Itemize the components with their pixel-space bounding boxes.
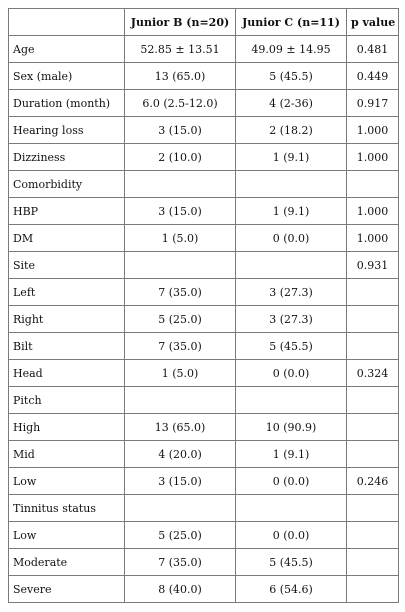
junior-c-cell: 0 (0.0) bbox=[236, 522, 347, 549]
junior-c-cell: 5 (45.5) bbox=[236, 333, 347, 360]
header-cell-blank bbox=[9, 9, 125, 36]
row-label-cell: DM bbox=[9, 225, 125, 252]
junior-c-cell: 1 (9.1) bbox=[236, 198, 347, 225]
p-value-cell bbox=[347, 306, 399, 333]
p-value-cell: 0.917 bbox=[347, 90, 399, 117]
p-value-cell: 0.324 bbox=[347, 360, 399, 387]
row-label-cell: Comorbidity bbox=[9, 171, 125, 198]
row-label-cell: Site bbox=[9, 252, 125, 279]
junior-b-cell: 6.0 (2.5-12.0) bbox=[125, 90, 236, 117]
junior-c-cell: 3 (27.3) bbox=[236, 306, 347, 333]
row-label-cell: HBP bbox=[9, 198, 125, 225]
table-row bbox=[9, 333, 399, 360]
junior-b-cell: 13 (65.0) bbox=[125, 63, 236, 90]
junior-b-cell: 1 (5.0) bbox=[125, 360, 236, 387]
row-label-cell: Sex (male) bbox=[9, 63, 125, 90]
row-label-cell: Tinnitus status bbox=[9, 495, 125, 522]
junior-b-cell bbox=[125, 252, 236, 279]
p-value-cell bbox=[347, 414, 399, 441]
row-label-cell: Dizziness bbox=[9, 144, 125, 171]
table-row bbox=[9, 36, 399, 63]
table-row bbox=[9, 414, 399, 441]
junior-c-cell: 5 (45.5) bbox=[236, 549, 347, 576]
row-label-cell: High bbox=[9, 414, 125, 441]
p-value-cell bbox=[347, 387, 399, 414]
table-row bbox=[9, 387, 399, 414]
table-row bbox=[9, 441, 399, 468]
table-row bbox=[9, 225, 399, 252]
junior-c-cell bbox=[236, 495, 347, 522]
junior-b-cell bbox=[125, 387, 236, 414]
row-label-cell: Right bbox=[9, 306, 125, 333]
junior-b-cell: 13 (65.0) bbox=[125, 414, 236, 441]
row-label-cell: Hearing loss bbox=[9, 117, 125, 144]
comparison-table bbox=[8, 8, 399, 603]
table-row bbox=[9, 279, 399, 306]
row-label-cell: Low bbox=[9, 468, 125, 495]
table-row bbox=[9, 468, 399, 495]
p-value-cell: 1.000 bbox=[347, 144, 399, 171]
table-row bbox=[9, 522, 399, 549]
junior-b-cell: 52.85 ± 13.51 bbox=[125, 36, 236, 63]
table-row bbox=[9, 252, 399, 279]
p-value-cell bbox=[347, 522, 399, 549]
junior-c-cell: 2 (18.2) bbox=[236, 117, 347, 144]
junior-b-cell: 2 (10.0) bbox=[125, 144, 236, 171]
junior-c-cell: 3 (27.3) bbox=[236, 279, 347, 306]
table-row bbox=[9, 495, 399, 522]
junior-c-cell: 1 (9.1) bbox=[236, 144, 347, 171]
table-row bbox=[9, 360, 399, 387]
junior-b-cell: 7 (35.0) bbox=[125, 279, 236, 306]
junior-c-cell: 5 (45.5) bbox=[236, 63, 347, 90]
table-row bbox=[9, 306, 399, 333]
junior-b-cell bbox=[125, 495, 236, 522]
junior-b-cell: 5 (25.0) bbox=[125, 522, 236, 549]
table-row bbox=[9, 90, 399, 117]
junior-c-cell: 0 (0.0) bbox=[236, 225, 347, 252]
junior-b-cell bbox=[125, 171, 236, 198]
junior-b-cell: 7 (35.0) bbox=[125, 333, 236, 360]
header-cell-junior-b: Junior B (n=20) bbox=[125, 9, 236, 36]
p-value-cell: 0.931 bbox=[347, 252, 399, 279]
junior-c-cell: 1 (9.1) bbox=[236, 441, 347, 468]
p-value-cell: 0.246 bbox=[347, 468, 399, 495]
junior-b-cell: 8 (40.0) bbox=[125, 576, 236, 603]
table-body bbox=[9, 36, 399, 603]
row-label-cell: Duration (month) bbox=[9, 90, 125, 117]
table-row bbox=[9, 144, 399, 171]
junior-b-cell: 5 (25.0) bbox=[125, 306, 236, 333]
row-label-cell: Bilt bbox=[9, 333, 125, 360]
row-label-cell: Mid bbox=[9, 441, 125, 468]
p-value-cell bbox=[347, 171, 399, 198]
row-label-cell: Pitch bbox=[9, 387, 125, 414]
table-row bbox=[9, 549, 399, 576]
table-row bbox=[9, 117, 399, 144]
p-value-cell bbox=[347, 333, 399, 360]
p-value-cell bbox=[347, 279, 399, 306]
junior-b-cell: 7 (35.0) bbox=[125, 549, 236, 576]
p-value-cell: 0.449 bbox=[347, 63, 399, 90]
row-label-cell: Moderate bbox=[9, 549, 125, 576]
row-label-cell: Left bbox=[9, 279, 125, 306]
junior-c-cell: 4 (2-36) bbox=[236, 90, 347, 117]
table-row bbox=[9, 171, 399, 198]
junior-c-cell: 49.09 ± 14.95 bbox=[236, 36, 347, 63]
junior-c-cell: 6 (54.6) bbox=[236, 576, 347, 603]
p-value-cell: 0.481 bbox=[347, 36, 399, 63]
junior-b-cell: 3 (15.0) bbox=[125, 468, 236, 495]
p-value-cell: 1.000 bbox=[347, 225, 399, 252]
junior-c-cell bbox=[236, 387, 347, 414]
p-value-cell bbox=[347, 549, 399, 576]
junior-b-cell: 3 (15.0) bbox=[125, 198, 236, 225]
header-cell-p-value: p value bbox=[347, 9, 399, 36]
p-value-cell: 1.000 bbox=[347, 198, 399, 225]
p-value-cell: 1.000 bbox=[347, 117, 399, 144]
junior-b-cell: 4 (20.0) bbox=[125, 441, 236, 468]
table-header-row bbox=[9, 9, 399, 36]
table-row bbox=[9, 198, 399, 225]
row-label-cell: Head bbox=[9, 360, 125, 387]
junior-c-cell: 0 (0.0) bbox=[236, 468, 347, 495]
row-label-cell: Severe bbox=[9, 576, 125, 603]
junior-c-cell bbox=[236, 171, 347, 198]
row-label-cell: Low bbox=[9, 522, 125, 549]
junior-c-cell: 10 (90.9) bbox=[236, 414, 347, 441]
header-cell-junior-c: Junior C (n=11) bbox=[236, 9, 347, 36]
table-row bbox=[9, 63, 399, 90]
junior-c-cell: 0 (0.0) bbox=[236, 360, 347, 387]
table-row bbox=[9, 576, 399, 603]
junior-b-cell: 1 (5.0) bbox=[125, 225, 236, 252]
row-label-cell: Age bbox=[9, 36, 125, 63]
p-value-cell bbox=[347, 495, 399, 522]
junior-b-cell: 3 (15.0) bbox=[125, 117, 236, 144]
p-value-cell bbox=[347, 576, 399, 603]
junior-c-cell bbox=[236, 252, 347, 279]
p-value-cell bbox=[347, 441, 399, 468]
